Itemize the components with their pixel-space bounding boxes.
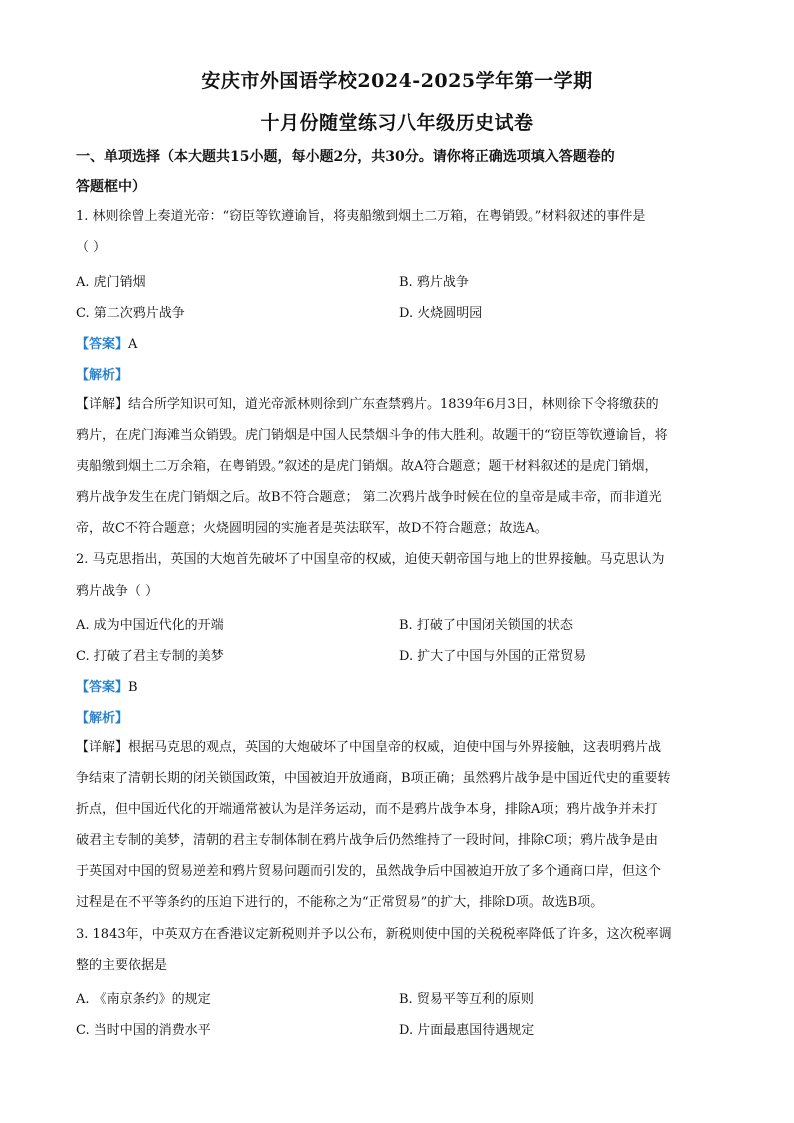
question-2-answer <box>76 676 138 695</box>
analysis-label: 【解析】 <box>76 368 129 383</box>
question-3-option-b: B. 贸易平等互利的原则 <box>399 992 534 1007</box>
question-2-stem-line1: 2. 马克思指出，英国的大炮首先破坏了中国皇帝的权威，迫使天朝帝国与地上的世界接触。马克思认为 <box>76 552 665 567</box>
question-1-detail-line2: 鸦片，在虎门海滩当众销毁。虎门销烟是中国人民禁烟斗争的伟大胜利。故题干的“窃臣等钦遵谕旨，将 <box>76 428 668 443</box>
section-instruction-line2: 答题框中） <box>76 179 146 195</box>
exam-title-line2: 十月份随堂练习八年级历史试卷 <box>260 112 534 134</box>
answer-label: 【答案】 <box>76 680 129 695</box>
question-2-option-c: C. 打破了君主专制的美梦 <box>76 649 224 664</box>
question-3-option-c: C. 当时中国的消费水平 <box>76 1023 211 1038</box>
answer-label: 【答案】 <box>76 337 129 352</box>
analysis-label: 【解析】 <box>76 711 129 726</box>
question-1-detail-line3: 夷船缴到烟土二万余箱，在粤销毁。”叙述的是虎门销烟。故A符合题意；题干材料叙述的是虎门销烟， <box>76 459 658 474</box>
question-1-answer <box>76 333 137 352</box>
question-1-detail-line1: 【详解】结合所学知识可知，道光帝派林则徐到广东查禁鸦片。1839年6月3日，林则徐下令将缴获的 <box>76 397 659 412</box>
question-2-detail-line1: 【详解】根据马克思的观点，英国的大炮破坏了中国皇帝的权威，迫使中国与外界接触，这表明鸦片战 <box>76 740 662 755</box>
question-2-detail-line4: 破君主专制的美梦，清朝的君主专制体制在鸦片战争后仍然维持了一段时间，排除C项；鸦片战争是由 <box>76 833 658 848</box>
question-2-option-b: B. 打破了中国闭关锁国的状态 <box>399 618 573 633</box>
question-1-option-d: D. 火烧圆明园 <box>399 306 483 321</box>
question-1-option-b: B. 鸦片战争 <box>399 275 469 290</box>
question-1-detail-line5: 帝，故C不符合题意；火烧圆明园的实施者是英法联军，故D不符合题意；故选A。 <box>76 521 548 536</box>
exam-title-line1: 安庆市外国语学校2024-2025学年第一学期 <box>201 70 593 92</box>
question-3-option-d: D. 片面最惠国待遇规定 <box>399 1023 535 1038</box>
question-2-option-a: A. 成为中国近代化的开端 <box>76 618 224 633</box>
question-2-detail-line5: 于英国对中国的贸易逆差和鸦片贸易问题而引发的，虽然战争后中国被迫开放了多个通商口岸，但这个 <box>76 864 662 879</box>
question-2-detail-line6: 过程是在不平等条约的压迫下进行的，不能称之为“正常贸易”的扩大，排除D项。故选B项。 <box>76 895 604 910</box>
answer-value: A <box>128 337 138 352</box>
question-1-stem-line1: 1. 林则徐曾上奏道光帝：“窃臣等钦遵谕旨，将夷船缴到烟土二万箱，在粤销毁。”材料叙述的事件是 <box>76 209 646 224</box>
question-2-option-d: D. 扩大了中国与外国的正常贸易 <box>399 649 587 664</box>
question-1-analysis-label <box>76 364 128 383</box>
answer-value: B <box>128 680 138 695</box>
question-1-detail-line4: 鸦片战争发生在虎门销烟之后。故B不符合题意； 第二次鸦片战争时候在位的皇帝是咸丰帝，而非道光 <box>76 490 662 505</box>
question-3-stem-line1: 3. 1843年，中英双方在香港议定新税则并予以公布，新税则使中国的关税税率降低了许多，这次税率调 <box>76 927 672 942</box>
question-2-detail-line2: 争结束了清朝长期的闭关锁国政策，中国被迫开放通商，B项正确；虽然鸦片战争是中国近代史的重要转 <box>76 771 671 786</box>
question-1-option-a: A. 虎门销烟 <box>76 275 146 290</box>
section-instruction-line1: 一、单项选择（本大题共15小题，每小题2分，共30分。请你将正确选项填入答题卷的 <box>76 149 615 165</box>
question-3-stem-line2: 整的主要依据是 <box>76 958 168 973</box>
question-2-stem-line2: 鸦片战争（ ） <box>76 584 159 599</box>
question-2-analysis-label <box>76 707 128 726</box>
question-3-option-a: A. 《南京条约》的规定 <box>76 992 211 1007</box>
question-2-detail-line3: 折点，但中国近代化的开端通常被认为是洋务运动，而不是鸦片战争本身，排除A项；鸦片战争并未打 <box>76 802 658 817</box>
question-1-option-c: C. 第二次鸦片战争 <box>76 306 185 321</box>
question-1-stem-line2: （ ） <box>76 240 107 255</box>
